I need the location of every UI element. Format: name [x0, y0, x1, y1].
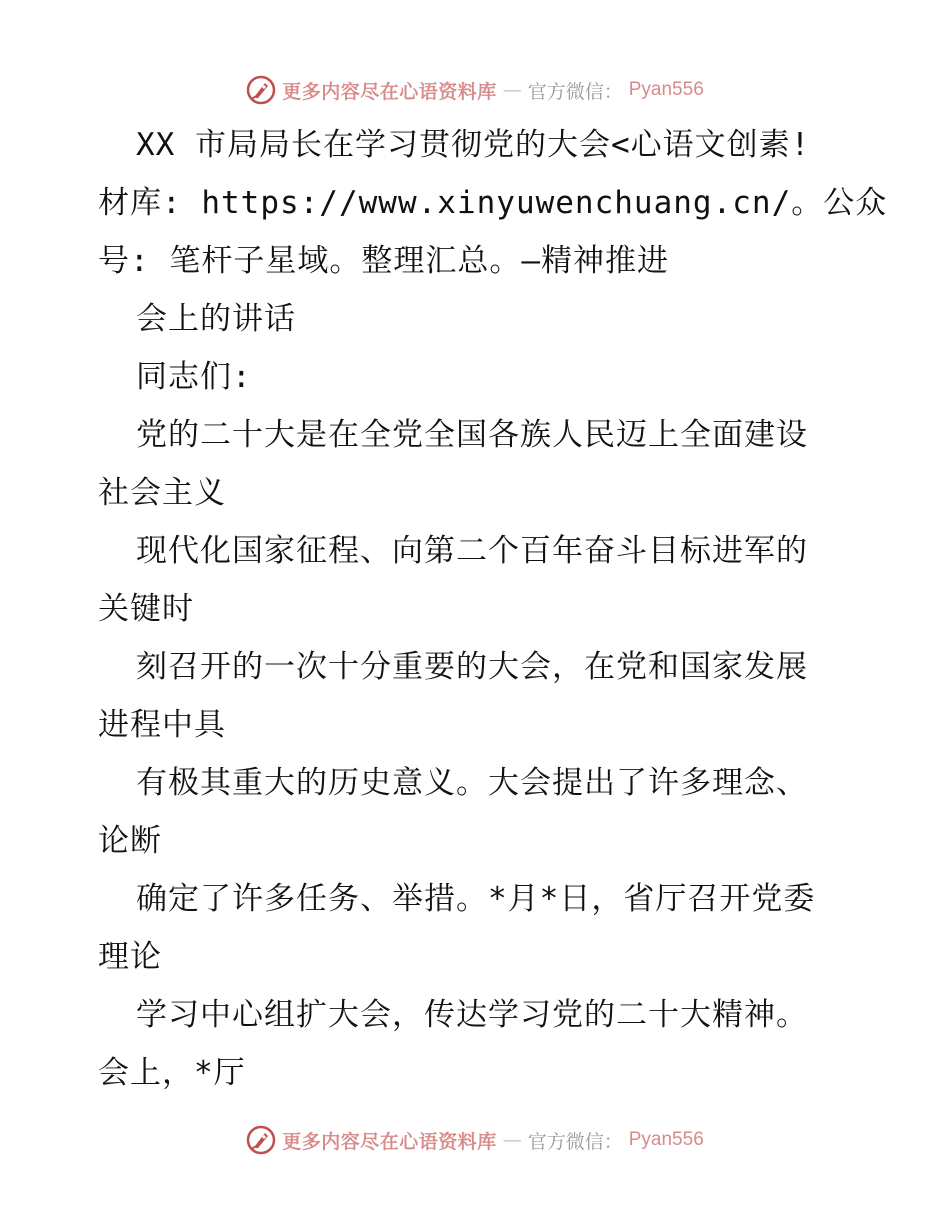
doc-line: 理论 — [98, 939, 162, 975]
banner-promo-text: 更多内容尽在心语资料库 — [282, 80, 497, 103]
doc-line: 党的二十大是在全党全国各族人民迈上全面建设 — [136, 417, 808, 453]
banner-wechat-id: Pyan556 — [628, 1129, 704, 1150]
doc-line: 刻召开的一次十分重要的大会，在党和国家发展 — [136, 649, 808, 685]
document-body — [98, 116, 888, 1102]
banner-wechat-label: 官方微信： — [527, 1130, 623, 1153]
doc-line: 论断 — [98, 823, 162, 859]
banner-promo-text: 更多内容尽在心语资料库 — [282, 1130, 497, 1153]
banner-separator: — — [502, 1129, 522, 1151]
doc-line: 关键时 — [98, 591, 194, 627]
footer-watermark-banner — [0, 1120, 950, 1160]
doc-line: 社会主义 — [98, 475, 226, 511]
doc-line: XX 市局局长在学习贯彻党的大会<心语文创素! — [136, 127, 811, 163]
pen-nib-logo-icon — [246, 75, 276, 105]
pen-nib-logo-icon — [246, 1125, 276, 1155]
banner-wechat-label: 官方微信： — [527, 80, 623, 103]
doc-line: 会上的讲话 — [136, 301, 296, 337]
doc-line: 同志们: — [136, 359, 252, 395]
doc-line: 确定了许多任务、举措。*月*日，省厅召开党委 — [136, 881, 816, 917]
doc-line: 学习中心组扩大会，传达学习党的二十大精神。 — [136, 997, 808, 1033]
doc-line: 号: 笔杆子星域。整理汇总。—精神推进 — [98, 243, 669, 279]
doc-line: 材库: https://www.xinyuwenchuang.cn/。公众 — [98, 185, 888, 221]
doc-line: 会上，*厅 — [98, 1055, 246, 1091]
doc-line: 有极其重大的历史意义。大会提出了许多理念、 — [136, 765, 808, 801]
banner-wechat-id: Pyan556 — [628, 79, 704, 100]
doc-line: 现代化国家征程、向第二个百年奋斗目标进军的 — [136, 533, 808, 569]
banner-content — [246, 1125, 704, 1155]
banner-content — [246, 75, 704, 105]
header-watermark-banner — [0, 70, 950, 110]
banner-separator: — — [502, 79, 522, 101]
doc-line: 进程中具 — [98, 707, 226, 743]
